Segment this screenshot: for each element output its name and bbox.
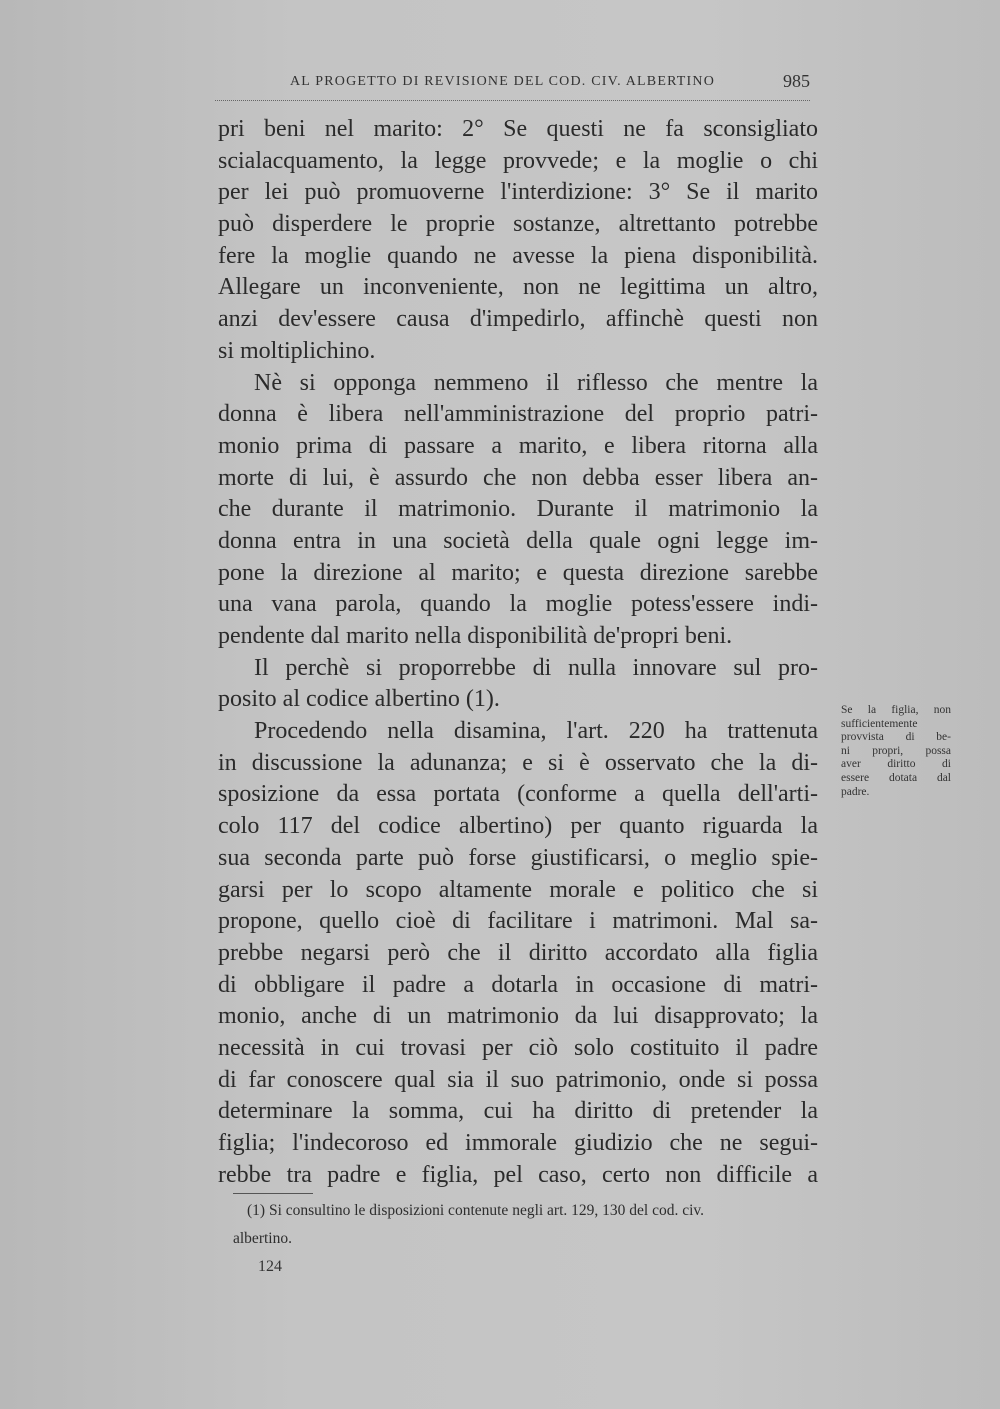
text-line: in discussione la adunanza; e si è osservato che la di- — [218, 749, 818, 776]
text-line: scialacquamento, la legge provvede; e la moglie o chi — [218, 147, 818, 174]
text-line: determinare la somma, cui ha diritto di pretender la — [218, 1098, 818, 1125]
marginal-note-line: provvista di be- — [841, 731, 951, 744]
text-line: sposizione da essa portata (conforme a quella dell'arti- — [218, 781, 818, 808]
marginal-note-line: padre. — [841, 785, 870, 798]
signature-mark: 124 — [258, 1258, 282, 1275]
text-line: rebbe tra padre e figlia, pel caso, certo non difficile a — [218, 1161, 818, 1188]
footnote-line: (1) Si consultino le disposizioni contenute negli art. 129, 130 del cod. civ. — [247, 1202, 705, 1219]
body-text — [218, 114, 818, 1191]
text-line: pri beni nel marito: 2° Se questi ne fa sconsigliato — [218, 116, 818, 142]
text-line: monio prima di passare a marito, e libera ritorna alla — [218, 432, 818, 459]
text-line: per lei può promuoverne l'interdizione: 3° Se il marito — [218, 179, 818, 206]
text-line: pendente dal marito nella disponibilità de'propri beni. — [218, 623, 733, 649]
text-line: che durante il matrimonio. Durante il matrimonio la — [218, 496, 818, 523]
text-line: posito al codice albertino (1). — [218, 686, 500, 713]
marginal-note-line: aver diritto di — [841, 758, 951, 771]
text-line: propone, quello cioè di facilitare i matrimoni. Mal sa- — [218, 908, 818, 935]
text-line: morte di lui, è assurdo che non debba esser libera an- — [218, 464, 818, 491]
footnote-rule — [233, 1193, 313, 1194]
text-line: di far conoscere qual sia il suo patrimonio, onde si possa — [218, 1066, 818, 1093]
text-line: donna è libera nell'amministrazione del proprio patri- — [218, 401, 818, 428]
running-title: AL PROGETTO DI REVISIONE DEL COD. CIV. ALBERTINO — [290, 74, 716, 89]
header-rule — [215, 100, 810, 101]
text-line: garsi per lo scopo altamente morale e politico che si — [218, 876, 818, 903]
paragraph-start-line: Nè si opponga nemmeno il riflesso che mentre la — [254, 369, 818, 396]
page-number: 985 — [783, 71, 810, 91]
marginal-note-line: essere dotata dal — [841, 771, 951, 784]
text-line: colo 117 del codice albertino) per quanto riguarda la — [218, 813, 818, 840]
text-line: figlia; l'indecoroso ed immorale giudizio che ne segui- — [218, 1130, 818, 1156]
marginal-note-line: Se la figlia, non — [841, 704, 951, 716]
text-line: di obbligare il padre a dotarla in occasione di matri- — [218, 971, 818, 998]
text-line: sua seconda parte può forse giustificarsi, o meglio spie- — [218, 844, 818, 871]
paragraph-start-line: Il perchè si proporrebbe di nulla innovare sul pro- — [254, 654, 818, 681]
text-line: può disperdere le proprie sostanze, altrettanto potrebbe — [218, 211, 818, 238]
marginal-note — [841, 704, 951, 799]
footnote-line: albertino. — [233, 1230, 292, 1247]
marginal-note-line: sufficientemente — [841, 717, 918, 730]
text-line: anzi dev'essere causa d'impedirlo, affinchè questi non — [218, 306, 818, 333]
text-line: Allegare un inconveniente, non ne legittima un altro, — [218, 274, 818, 301]
text-line: necessità in cui trovasi per ciò solo costituito il padre — [218, 1034, 818, 1061]
text-line: una vana parola, quando la moglie potess'essere indi- — [218, 591, 818, 618]
text-line: donna entra in una società della quale ogni legge im- — [218, 527, 818, 554]
marginal-note-line: ni propri, possa — [841, 744, 951, 757]
text-line: fere la moglie quando ne avesse la piena disponibilità. — [218, 242, 818, 269]
text-line: si moltiplichino. — [218, 337, 376, 364]
footnote — [233, 1197, 833, 1253]
paragraph-start-line: Procedendo nella disamina, l'art. 220 ha trattenuta — [254, 718, 818, 745]
text-line: pone la direzione al marito; e questa direzione sarebbe — [218, 559, 818, 586]
text-line: monio, anche di un matrimonio da lui disapprovato; la — [218, 1003, 818, 1030]
text-line: prebbe negarsi però che il diritto accordato alla figlia — [218, 939, 818, 966]
